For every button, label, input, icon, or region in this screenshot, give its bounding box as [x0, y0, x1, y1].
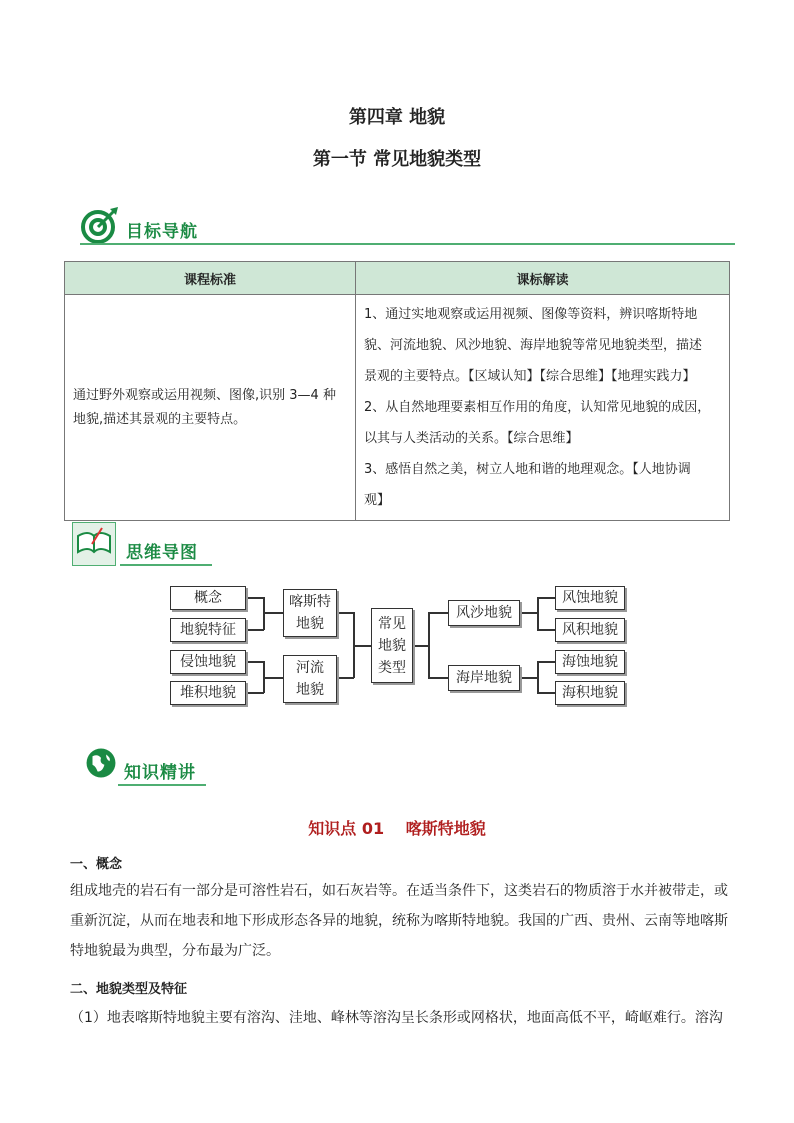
goal-nav-rule — [80, 243, 735, 245]
standard-text: 通过野外观察或运用视频、图像,识别 3—4 种地貌,描述其景观的主要特点。 — [65, 295, 356, 521]
node-coastal: 海岸地貌 — [448, 665, 520, 691]
chapter-title: 第四章 地貌 — [348, 107, 446, 128]
connector — [336, 612, 354, 614]
heading-types: 二、地貌类型及特征 — [70, 982, 188, 997]
node-center: 常见 地貌 类型 — [371, 608, 413, 683]
node-karst: 喀斯特 地貌 — [283, 589, 337, 637]
interpretation-line: 1、通过实地观察或运用视频、图像等资料，辨识喀斯特地 — [364, 307, 698, 322]
mind-map-header — [72, 522, 222, 564]
node-aeolian: 风沙地貌 — [448, 600, 520, 626]
interpretation-line: 观】 — [364, 493, 391, 508]
mind-map-rule — [120, 564, 212, 566]
connector — [428, 612, 430, 678]
interpretation-line: 2、从自然地理要素相互作用的角度，认知常见地貌的成因， — [364, 400, 711, 415]
connector — [537, 629, 555, 631]
knowledge-point-title: 知识点 01 喀斯特地貌 — [308, 819, 486, 838]
connector — [244, 629, 264, 631]
interpretation-line: 3、感悟自然之美，树立人地和谐的地理观念。【人地协调 — [364, 462, 691, 477]
interpretation-line: 景观的主要特点。【区域认知】【综合思维】【地理实践力】 — [364, 369, 696, 384]
node-wind-erosion: 风蚀地貌 — [555, 586, 625, 610]
connector — [244, 661, 264, 663]
connector — [263, 677, 283, 679]
interpretation-line: 貌、河流地貌、风沙地貌、海岸地貌等常见地貌类型，描述 — [364, 338, 703, 353]
col-header-interpretation: 课标解读 — [356, 262, 730, 295]
knowledge-rule — [118, 784, 206, 786]
globe-icon — [84, 746, 118, 780]
node-erosion: 侵蚀地貌 — [170, 650, 246, 674]
goal-nav-header — [80, 205, 735, 247]
connector — [518, 612, 538, 614]
connector — [428, 677, 448, 679]
node-wind-deposition: 风积地貌 — [555, 618, 625, 642]
heading-concept: 一、概念 — [70, 857, 123, 872]
connector — [412, 645, 429, 647]
node-sea-erosion: 海蚀地貌 — [555, 650, 625, 674]
interpretation-line: 以其与人类活动的关系。【综合思维】 — [364, 431, 579, 446]
connector — [428, 612, 448, 614]
section-title: 第一节 常见地貌类型 — [312, 149, 482, 170]
connector — [537, 597, 555, 599]
knowledge-label: 知识精讲 — [124, 763, 196, 783]
standards-table — [64, 261, 730, 521]
connector — [518, 677, 538, 679]
connector — [263, 597, 265, 630]
goal-nav-label: 目标导航 — [126, 222, 198, 242]
interpretation-cell — [356, 295, 730, 521]
connector — [537, 661, 539, 693]
connector — [336, 677, 354, 679]
connector — [244, 692, 264, 694]
connector — [537, 597, 539, 630]
node-river: 河流 地貌 — [283, 655, 337, 703]
node-sea-deposition: 海积地貌 — [555, 681, 625, 705]
connector — [537, 692, 555, 694]
knowledge-header — [84, 746, 214, 788]
connector — [244, 597, 264, 599]
paragraph-types: （1）地表喀斯特地貌主要有溶沟、洼地、峰林等溶沟呈长条形或网格状，地面高低不平，崎岖难行。溶沟 — [70, 1010, 723, 1026]
mind-map-label: 思维导图 — [126, 543, 198, 563]
node-deposition: 堆积地貌 — [170, 681, 246, 705]
connector — [353, 645, 371, 647]
connector — [537, 661, 555, 663]
node-karst-features: 地貌特征 — [170, 618, 246, 642]
connector — [263, 612, 283, 614]
book-icon — [72, 522, 116, 566]
col-header-standard: 课程标准 — [65, 262, 356, 295]
paragraph-concept: 组成地壳的岩石有一部分是可溶性岩石，如石灰岩等。在适当条件下，这类岩石的物质溶于水并被带走，或重新沉淀，从而在地表和地下形成形态各异的地貌，统称为喀斯特地貌。我国的广西、贵州、云南等地喀斯特地貌最为典型，分布最为广泛。 — [70, 883, 728, 959]
target-icon — [80, 205, 120, 245]
node-concept: 概念 — [170, 586, 246, 610]
